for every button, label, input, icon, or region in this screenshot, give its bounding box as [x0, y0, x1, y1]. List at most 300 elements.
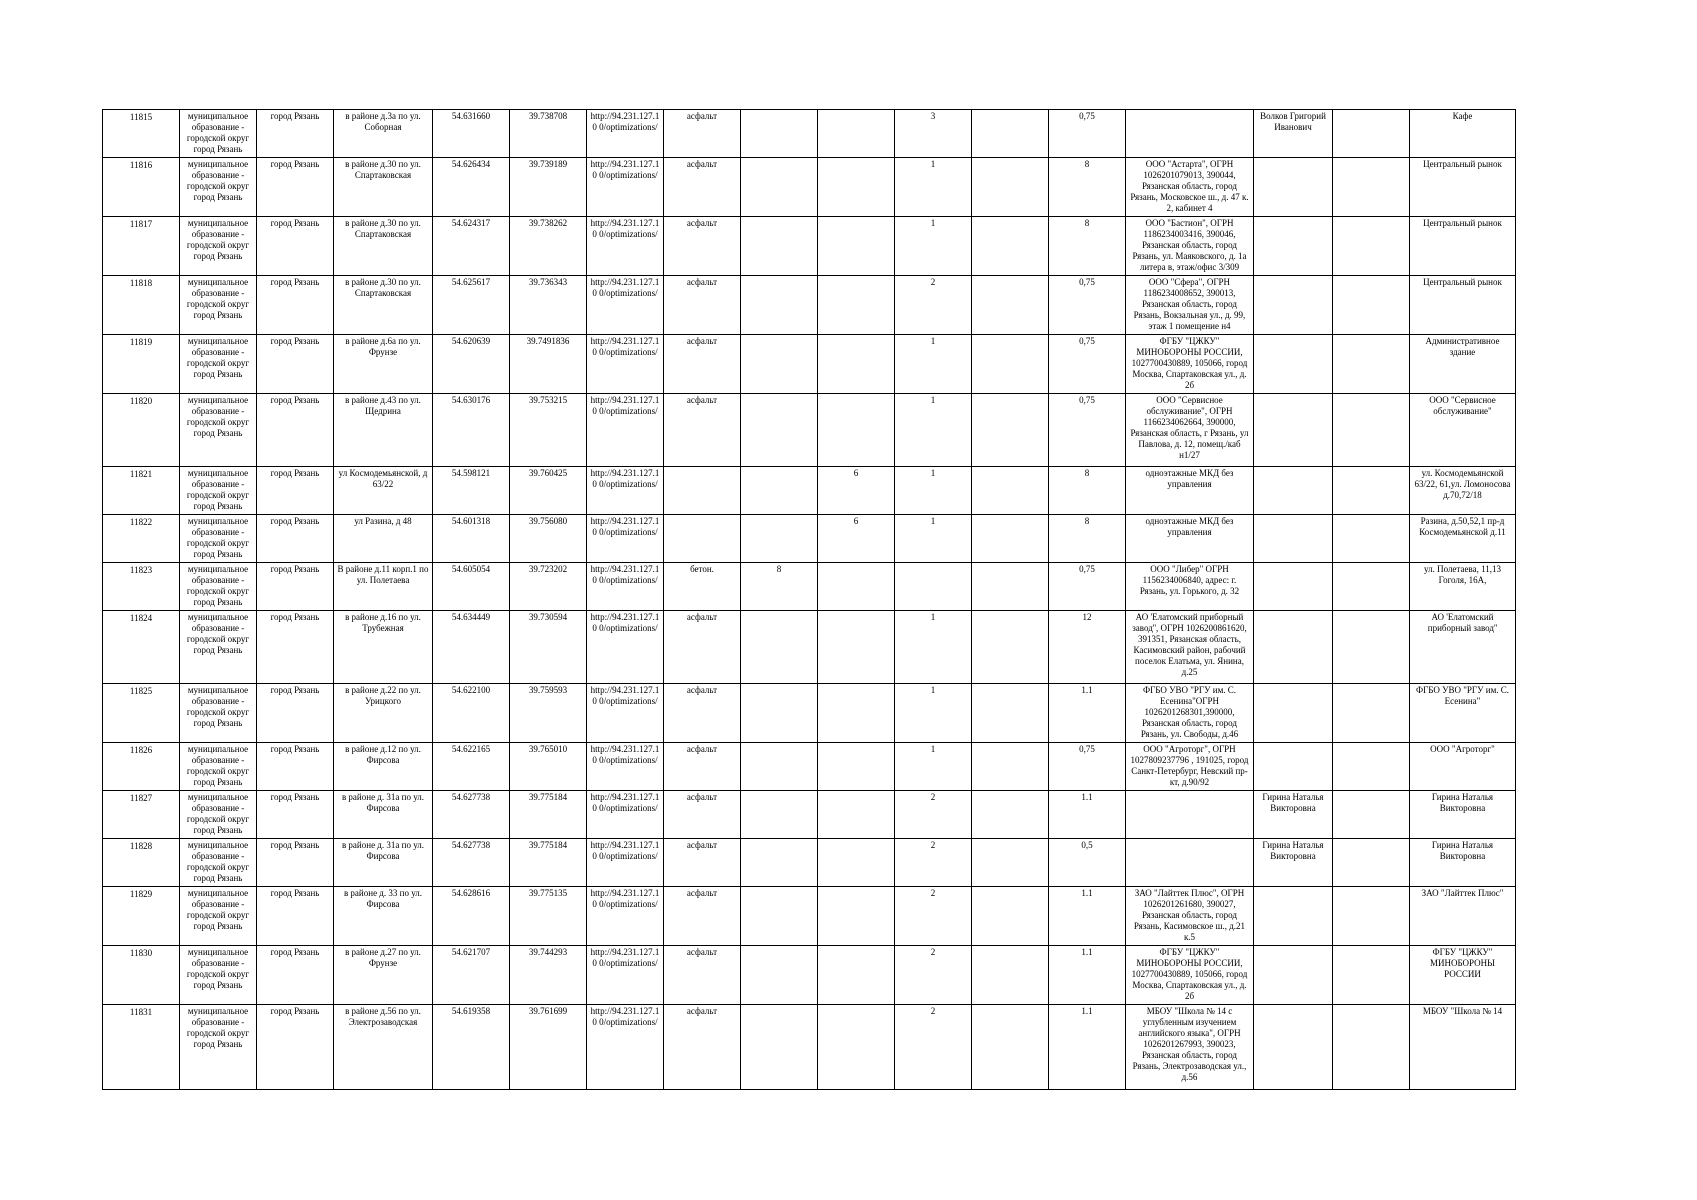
locality-cell: город Рязань	[257, 791, 334, 839]
row-id-cell: 11820	[103, 394, 180, 467]
address-cell: в районе д.30 по ул. Спартаковская	[334, 276, 433, 335]
link-cell[interactable]: http://94.231.127.10 0/optimizations/	[587, 563, 664, 611]
owner-person-cell	[1254, 887, 1333, 946]
col13-cell: 1.1	[1049, 887, 1126, 946]
source-cell: Центральный рынок	[1410, 217, 1516, 276]
address-cell: в районе д.3а по ул. Соборная	[334, 110, 433, 158]
link-cell[interactable]: http://94.231.127.10 0/optimizations/	[587, 276, 664, 335]
source-cell: ЗАО "Лайттек Плюс"	[1410, 887, 1516, 946]
col16-cell	[1333, 1005, 1410, 1090]
owner-org-cell: ООО "Сервисное обслуживание", ОГРН 1166234062664, 390000, Рязанская область, г Рязань, ул Павлова, д. 12, помещ./каб н1/27	[1126, 394, 1254, 467]
address-cell: в районе д.43 по ул. Щедрина	[334, 394, 433, 467]
col12-cell	[972, 1005, 1049, 1090]
row-id-cell: 11819	[103, 335, 180, 394]
source-cell: ул. Полетаева, 11,13 Гоголя, 16А,	[1410, 563, 1516, 611]
col12-cell	[972, 839, 1049, 887]
surface-cell: асфальт	[664, 335, 741, 394]
municipality-cell: муниципальное образование - городской округ город Рязань	[180, 276, 257, 335]
locality-cell: город Рязань	[257, 110, 334, 158]
col10-cell: 6	[818, 515, 895, 563]
surface-cell: асфальт	[664, 684, 741, 743]
address-cell: В районе д.11 корп.1 по ул. Полетаева	[334, 563, 433, 611]
row-id-cell: 11822	[103, 515, 180, 563]
owner-org-cell	[1126, 791, 1254, 839]
col11-cell: 3	[895, 110, 972, 158]
col10-cell	[818, 1005, 895, 1090]
latitude-cell: 54.626434	[433, 158, 510, 217]
col11-cell: 1	[895, 158, 972, 217]
row-id-cell: 11829	[103, 887, 180, 946]
surface-cell: асфальт	[664, 110, 741, 158]
col11-cell: 2	[895, 887, 972, 946]
col10-cell	[818, 839, 895, 887]
link-cell[interactable]: http://94.231.127.10 0/optimizations/	[587, 110, 664, 158]
locality-cell: город Рязань	[257, 467, 334, 515]
table-row	[103, 158, 1516, 217]
latitude-cell: 54.630176	[433, 394, 510, 467]
col9-cell	[741, 276, 818, 335]
longitude-cell: 39.739189	[510, 158, 587, 217]
col13-cell: 12	[1049, 611, 1126, 684]
row-id-cell: 11826	[103, 743, 180, 791]
row-id-cell: 11823	[103, 563, 180, 611]
col10-cell	[818, 611, 895, 684]
row-id-cell: 11831	[103, 1005, 180, 1090]
latitude-cell: 54.621707	[433, 946, 510, 1005]
locality-cell: город Рязань	[257, 743, 334, 791]
row-id-cell: 11830	[103, 946, 180, 1005]
owner-person-cell	[1254, 515, 1333, 563]
col10-cell	[818, 335, 895, 394]
municipality-cell: муниципальное образование - городской округ город Рязань	[180, 743, 257, 791]
address-cell: в районе д.22 по ул. Урицкого	[334, 684, 433, 743]
latitude-cell: 54.634449	[433, 611, 510, 684]
source-cell: ООО "Сервисное обслуживание"	[1410, 394, 1516, 467]
latitude-cell: 54.620639	[433, 335, 510, 394]
table-row	[103, 217, 1516, 276]
source-cell: Гирина Наталья Викторовна	[1410, 791, 1516, 839]
link-cell[interactable]: http://94.231.127.10 0/optimizations/	[587, 743, 664, 791]
col16-cell	[1333, 515, 1410, 563]
address-cell: в районе д.12 по ул. Фирсова	[334, 743, 433, 791]
col13-cell: 0,5	[1049, 839, 1126, 887]
col12-cell	[972, 515, 1049, 563]
col12-cell	[972, 467, 1049, 515]
municipality-cell: муниципальное образование - городской округ город Рязань	[180, 946, 257, 1005]
col12-cell	[972, 110, 1049, 158]
row-id-cell: 11824	[103, 611, 180, 684]
locality-cell: город Рязань	[257, 611, 334, 684]
link-cell[interactable]: http://94.231.127.10 0/optimizations/	[587, 946, 664, 1005]
col13-cell: 0,75	[1049, 276, 1126, 335]
col10-cell	[818, 394, 895, 467]
col16-cell	[1333, 563, 1410, 611]
surface-cell	[664, 515, 741, 563]
surface-cell: асфальт	[664, 394, 741, 467]
table-row	[103, 946, 1516, 1005]
link-cell[interactable]: http://94.231.127.10 0/optimizations/	[587, 1005, 664, 1090]
col10-cell	[818, 217, 895, 276]
municipality-cell: муниципальное образование - городской округ город Рязань	[180, 887, 257, 946]
col11-cell: 2	[895, 946, 972, 1005]
owner-person-cell	[1254, 335, 1333, 394]
col13-cell: 8	[1049, 467, 1126, 515]
col11-cell: 1	[895, 684, 972, 743]
owner-person-cell	[1254, 743, 1333, 791]
address-cell: в районе д. 31а по ул. Фирсова	[334, 791, 433, 839]
surface-cell: асфальт	[664, 158, 741, 217]
source-cell: МБОУ "Школа № 14	[1410, 1005, 1516, 1090]
longitude-cell: 39.765010	[510, 743, 587, 791]
row-id-cell: 11825	[103, 684, 180, 743]
table-row	[103, 335, 1516, 394]
municipality-cell: муниципальное образование - городской округ город Рязань	[180, 110, 257, 158]
longitude-cell: 39.730594	[510, 611, 587, 684]
longitude-cell: 39.738262	[510, 217, 587, 276]
municipality-cell: муниципальное образование - городской округ город Рязань	[180, 158, 257, 217]
col12-cell	[972, 743, 1049, 791]
col10-cell	[818, 158, 895, 217]
col13-cell: 0,75	[1049, 110, 1126, 158]
col16-cell	[1333, 887, 1410, 946]
col12-cell	[972, 217, 1049, 276]
col13-cell: 1.1	[1049, 791, 1126, 839]
link-cell[interactable]: http://94.231.127.10 0/optimizations/	[587, 611, 664, 684]
col11-cell: 1	[895, 743, 972, 791]
latitude-cell: 54.631660	[433, 110, 510, 158]
col13-cell: 1.1	[1049, 946, 1126, 1005]
col10-cell: 6	[818, 467, 895, 515]
owner-person-cell	[1254, 394, 1333, 467]
owner-person-cell	[1254, 684, 1333, 743]
col9-cell	[741, 791, 818, 839]
latitude-cell: 54.625617	[433, 276, 510, 335]
col12-cell	[972, 394, 1049, 467]
source-cell: Гирина Наталья Викторовна	[1410, 839, 1516, 887]
table-row	[103, 743, 1516, 791]
col16-cell	[1333, 394, 1410, 467]
col9-cell	[741, 887, 818, 946]
owner-org-cell: ООО "Бастион", ОГРН 1186234003416, 390046, Рязанская область, город Рязань, ул. Маяковского, д. 1а литера в, этаж/офис 3/309	[1126, 217, 1254, 276]
owner-org-cell: ФГБУ "ЦЖКУ" МИНОБОРОНЫ РОССИИ, 1027700430889, 105066, город Москва, Спартаковская ул., д. 2б	[1126, 946, 1254, 1005]
col10-cell	[818, 946, 895, 1005]
col11-cell: 1	[895, 515, 972, 563]
link-cell[interactable]: http://94.231.127.10 0/optimizations/	[587, 158, 664, 217]
latitude-cell: 54.605054	[433, 563, 510, 611]
municipality-cell: муниципальное образование - городской округ город Рязань	[180, 684, 257, 743]
owner-person-cell	[1254, 611, 1333, 684]
owner-org-cell: одноэтажные МКД без управления	[1126, 515, 1254, 563]
col13-cell: 8	[1049, 217, 1126, 276]
col12-cell	[972, 791, 1049, 839]
locality-cell: город Рязань	[257, 394, 334, 467]
col9-cell	[741, 515, 818, 563]
owner-org-cell	[1126, 110, 1254, 158]
col9-cell	[741, 467, 818, 515]
latitude-cell: 54.598121	[433, 467, 510, 515]
col9-cell	[741, 1005, 818, 1090]
col12-cell	[972, 887, 1049, 946]
longitude-cell: 39.738708	[510, 110, 587, 158]
col9-cell	[741, 684, 818, 743]
col10-cell	[818, 791, 895, 839]
row-id-cell: 11818	[103, 276, 180, 335]
source-cell: ул. Космодемьянской 63/22, 61,ул. Ломоносова д.70,72/18	[1410, 467, 1516, 515]
col9-cell	[741, 217, 818, 276]
locality-cell: город Рязань	[257, 217, 334, 276]
owner-org-cell: одноэтажные МКД без управления	[1126, 467, 1254, 515]
latitude-cell: 54.619358	[433, 1005, 510, 1090]
locality-cell: город Рязань	[257, 684, 334, 743]
col16-cell	[1333, 110, 1410, 158]
surface-cell: асфальт	[664, 887, 741, 946]
col11-cell: 1	[895, 394, 972, 467]
col12-cell	[972, 611, 1049, 684]
registry-table	[102, 109, 1516, 1090]
address-cell: в районе д. 31а по ул. Фирсова	[334, 839, 433, 887]
latitude-cell: 54.622100	[433, 684, 510, 743]
col13-cell: 0,75	[1049, 394, 1126, 467]
municipality-cell: муниципальное образование - городской округ город Рязань	[180, 611, 257, 684]
latitude-cell: 54.627738	[433, 839, 510, 887]
locality-cell: город Рязань	[257, 887, 334, 946]
latitude-cell: 54.622165	[433, 743, 510, 791]
owner-org-cell: ФГБУ "ЦЖКУ" МИНОБОРОНЫ РОССИИ, 1027700430889, 105066, город Москва, Спартаковская ул., д. 2б	[1126, 335, 1254, 394]
longitude-cell: 39.760425	[510, 467, 587, 515]
col16-cell	[1333, 839, 1410, 887]
col11-cell: 1	[895, 611, 972, 684]
address-cell: ул Космодемьянской, д 63/22	[334, 467, 433, 515]
link-cell[interactable]: http://94.231.127.10 0/optimizations/	[587, 791, 664, 839]
owner-org-cell: МБОУ "Школа № 14 с углубленным изучением английского языка", ОГРН 1026201267993, 390023, Рязанская область, город Рязань, Электрозаводская ул., д.56	[1126, 1005, 1254, 1090]
latitude-cell: 54.627738	[433, 791, 510, 839]
link-cell[interactable]: http://94.231.127.10 0/optimizations/	[587, 217, 664, 276]
col9-cell: 8	[741, 563, 818, 611]
table-row	[103, 611, 1516, 684]
col13-cell: 8	[1049, 515, 1126, 563]
col9-cell	[741, 946, 818, 1005]
table-row	[103, 1005, 1516, 1090]
address-cell: в районе д.27 по ул. Фрунзе	[334, 946, 433, 1005]
col13-cell: 1.1	[1049, 1005, 1126, 1090]
surface-cell: асфальт	[664, 1005, 741, 1090]
longitude-cell: 39.736343	[510, 276, 587, 335]
owner-person-cell	[1254, 217, 1333, 276]
source-cell: Кафе	[1410, 110, 1516, 158]
row-id-cell: 11828	[103, 839, 180, 887]
address-cell: в районе д.6а по ул. Фрунзе	[334, 335, 433, 394]
source-cell: Центральный рынок	[1410, 158, 1516, 217]
address-cell: в районе д. 33 по ул. Фирсова	[334, 887, 433, 946]
col9-cell	[741, 158, 818, 217]
owner-person-cell	[1254, 563, 1333, 611]
latitude-cell: 54.624317	[433, 217, 510, 276]
col16-cell	[1333, 276, 1410, 335]
link-cell[interactable]: http://94.231.127.10 0/optimizations/	[587, 394, 664, 467]
owner-person-cell	[1254, 946, 1333, 1005]
owner-person-cell	[1254, 276, 1333, 335]
col10-cell	[818, 684, 895, 743]
link-cell[interactable]: http://94.231.127.10 0/optimizations/	[587, 467, 664, 515]
locality-cell: город Рязань	[257, 335, 334, 394]
municipality-cell: муниципальное образование - городской округ город Рязань	[180, 515, 257, 563]
locality-cell: город Рязань	[257, 946, 334, 1005]
link-cell[interactable]: http://94.231.127.10 0/optimizations/	[587, 887, 664, 946]
owner-person-cell	[1254, 1005, 1333, 1090]
source-cell: ФГБУ "ЦЖКУ" МИНОБОРОНЫ РОССИИ	[1410, 946, 1516, 1005]
col9-cell	[741, 743, 818, 791]
link-cell[interactable]: http://94.231.127.10 0/optimizations/	[587, 684, 664, 743]
owner-org-cell: ООО "Агроторг", ОГРН 1027809237796 , 191025, город Санкт-Петербург, Невский пр-кт, д.90/92	[1126, 743, 1254, 791]
table-row	[103, 791, 1516, 839]
locality-cell: город Рязань	[257, 563, 334, 611]
source-cell: ООО "Агроторг"	[1410, 743, 1516, 791]
col9-cell	[741, 110, 818, 158]
municipality-cell: муниципальное образование - городской округ город Рязань	[180, 791, 257, 839]
surface-cell: асфальт	[664, 839, 741, 887]
col11-cell: 1	[895, 217, 972, 276]
row-id-cell: 11817	[103, 217, 180, 276]
owner-person-cell	[1254, 467, 1333, 515]
surface-cell: асфальт	[664, 791, 741, 839]
col11-cell: 2	[895, 1005, 972, 1090]
row-id-cell: 11816	[103, 158, 180, 217]
owner-org-cell	[1126, 839, 1254, 887]
address-cell: в районе д.30 по ул. Спартаковская	[334, 217, 433, 276]
owner-person-cell: Гирина Наталья Викторовна	[1254, 791, 1333, 839]
table-row	[103, 563, 1516, 611]
table-row	[103, 394, 1516, 467]
col13-cell: 0,75	[1049, 743, 1126, 791]
col12-cell	[972, 335, 1049, 394]
col11-cell: 1	[895, 335, 972, 394]
col16-cell	[1333, 217, 1410, 276]
link-cell[interactable]: http://94.231.127.10 0/optimizations/	[587, 515, 664, 563]
owner-org-cell: ООО "Либер" ОГРН 1156234006840, адрес: г. Рязань, ул. Горького, д. 32	[1126, 563, 1254, 611]
col10-cell	[818, 743, 895, 791]
municipality-cell: муниципальное образование - городской округ город Рязань	[180, 217, 257, 276]
address-cell: в районе д.30 по ул. Спартаковская	[334, 158, 433, 217]
col12-cell	[972, 684, 1049, 743]
municipality-cell: муниципальное образование - городской округ город Рязань	[180, 563, 257, 611]
col9-cell	[741, 611, 818, 684]
col16-cell	[1333, 335, 1410, 394]
locality-cell: город Рязань	[257, 839, 334, 887]
latitude-cell: 54.628616	[433, 887, 510, 946]
col10-cell	[818, 110, 895, 158]
table-row	[103, 276, 1516, 335]
table-row	[103, 839, 1516, 887]
longitude-cell: 39.753215	[510, 394, 587, 467]
col16-cell	[1333, 611, 1410, 684]
locality-cell: город Рязань	[257, 1005, 334, 1090]
col10-cell	[818, 887, 895, 946]
col16-cell	[1333, 946, 1410, 1005]
table-row	[103, 110, 1516, 158]
col9-cell	[741, 335, 818, 394]
longitude-cell: 39.759593	[510, 684, 587, 743]
col16-cell	[1333, 158, 1410, 217]
longitude-cell: 39.756080	[510, 515, 587, 563]
owner-org-cell: ООО "Астарта", ОГРН 1026201079013, 390044, Рязанская область, город Рязань, Московское ш., д. 47 к. 2, кабинет 4	[1126, 158, 1254, 217]
col13-cell: 0,75	[1049, 335, 1126, 394]
col16-cell	[1333, 791, 1410, 839]
municipality-cell: муниципальное образование - городской округ город Рязань	[180, 839, 257, 887]
surface-cell: асфальт	[664, 611, 741, 684]
owner-org-cell: АО 'Елатомский приборный завод'', ОГРН 1026200861620, 391351, Рязанская область, Касимовский район, рабочий поселок Елатьма, ул. Янина, д.25	[1126, 611, 1254, 684]
col11-cell	[895, 563, 972, 611]
address-cell: ул Разина, д 48	[334, 515, 433, 563]
surface-cell: асфальт	[664, 276, 741, 335]
owner-org-cell: ООО "Сфера", ОГРН 1186234008652, 390013, Рязанская область, город Рязань, Вокзальная ул., д. 99, этаж 1 помещение н4	[1126, 276, 1254, 335]
col12-cell	[972, 946, 1049, 1005]
col9-cell	[741, 839, 818, 887]
surface-cell: бетон.	[664, 563, 741, 611]
longitude-cell: 39.723202	[510, 563, 587, 611]
col12-cell	[972, 563, 1049, 611]
col12-cell	[972, 276, 1049, 335]
col13-cell: 0,75	[1049, 563, 1126, 611]
owner-org-cell: ФГБО УВО "РГУ им. С. Есенина"ОГРН 1026201268301,390000, Рязанская область, город Рязань, ул. Свободы, д.46	[1126, 684, 1254, 743]
col11-cell: 1	[895, 467, 972, 515]
col11-cell: 2	[895, 839, 972, 887]
source-cell: Административное здание	[1410, 335, 1516, 394]
col12-cell	[972, 158, 1049, 217]
surface-cell: асфальт	[664, 743, 741, 791]
municipality-cell: муниципальное образование - городской округ город Рязань	[180, 1005, 257, 1090]
longitude-cell: 39.744293	[510, 946, 587, 1005]
owner-person-cell	[1254, 158, 1333, 217]
col11-cell: 2	[895, 791, 972, 839]
locality-cell: город Рязань	[257, 276, 334, 335]
municipality-cell: муниципальное образование - городской округ город Рязань	[180, 467, 257, 515]
longitude-cell: 39.775184	[510, 839, 587, 887]
row-id-cell: 11815	[103, 110, 180, 158]
col11-cell: 2	[895, 276, 972, 335]
source-cell: Разина, д.50,52,1 пр-д Космодемьянской д.11	[1410, 515, 1516, 563]
longitude-cell: 39.775184	[510, 791, 587, 839]
table-row	[103, 467, 1516, 515]
surface-cell: асфальт	[664, 946, 741, 1005]
table-row	[103, 515, 1516, 563]
municipality-cell: муниципальное образование - городской округ город Рязань	[180, 394, 257, 467]
source-cell: ФГБО УВО "РГУ им. С. Есенина"	[1410, 684, 1516, 743]
owner-person-cell: Гирина Наталья Викторовна	[1254, 839, 1333, 887]
col10-cell	[818, 276, 895, 335]
source-cell: Центральный рынок	[1410, 276, 1516, 335]
latitude-cell: 54.601318	[433, 515, 510, 563]
row-id-cell: 11827	[103, 791, 180, 839]
source-cell: АО 'Елатомский приборный завод''	[1410, 611, 1516, 684]
link-cell[interactable]: http://94.231.127.10 0/optimizations/	[587, 839, 664, 887]
col16-cell	[1333, 684, 1410, 743]
col10-cell	[818, 563, 895, 611]
row-id-cell: 11821	[103, 467, 180, 515]
table-row	[103, 887, 1516, 946]
longitude-cell: 39.7491836	[510, 335, 587, 394]
longitude-cell: 39.775135	[510, 887, 587, 946]
address-cell: в районе д.56 по ул. Электрозаводская	[334, 1005, 433, 1090]
surface-cell	[664, 467, 741, 515]
owner-person-cell: Волков Григорий Иванович	[1254, 110, 1333, 158]
table-row	[103, 684, 1516, 743]
col16-cell	[1333, 743, 1410, 791]
col16-cell	[1333, 467, 1410, 515]
locality-cell: город Рязань	[257, 515, 334, 563]
locality-cell: город Рязань	[257, 158, 334, 217]
col13-cell: 1.1	[1049, 684, 1126, 743]
link-cell[interactable]: http://94.231.127.10 0/optimizations/	[587, 335, 664, 394]
